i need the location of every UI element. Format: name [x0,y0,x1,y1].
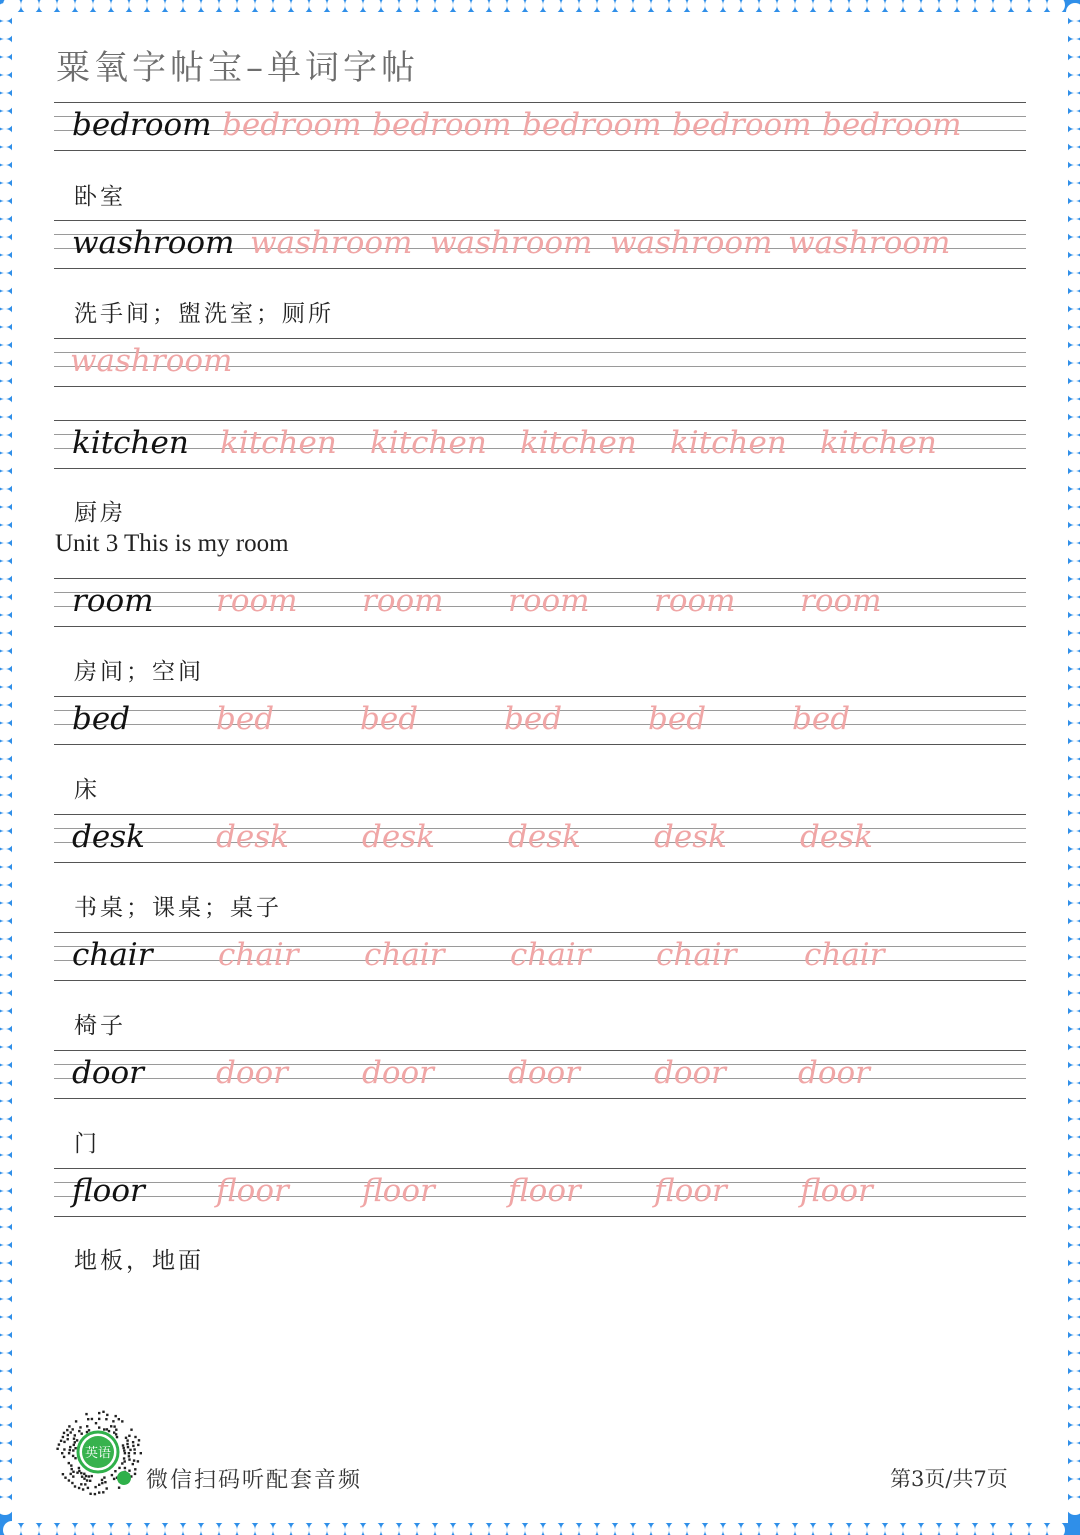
trace-word: kitchen [820,425,937,461]
meaning-bedroom: 卧室 [74,184,126,210]
guide-line [54,862,1026,863]
trace-word: floor [362,1173,435,1209]
meaning-chair: 椅子 [74,1013,126,1039]
trace-word: desk [362,819,435,855]
guide-line [54,1216,1026,1217]
trace-word: bedroom [822,107,962,143]
trace-word: room [362,583,444,619]
trace-word: washroom [430,225,593,261]
writing-row [54,814,1026,864]
guide-line [54,1098,1026,1099]
trace-word: kitchen [220,425,337,461]
guide-line [54,468,1026,469]
main-word: desk [72,819,145,855]
main-word: room [72,583,154,619]
main-word: bed [72,701,131,737]
trace-word: chair [364,937,445,973]
trace-word: bed [504,701,563,737]
writing-row [54,1168,1026,1218]
main-word: kitchen [72,425,189,461]
trace-word: desk [654,819,727,855]
trace-word: floor [216,1173,289,1209]
meaning-desk: 书桌；课桌；桌子 [74,895,282,921]
meaning-floor: 地板，地面 [74,1248,204,1274]
trace-word: chair [218,937,299,973]
meaning-door: 门 [74,1131,100,1157]
writing-row [54,696,1026,746]
trace-word: washroom [610,225,773,261]
trace-word: floor [654,1173,727,1209]
trace-word: door [654,1055,726,1091]
main-word: door [72,1055,144,1091]
trace-word: washroom [250,225,413,261]
scan-instruction: 微信扫码听配套音频 [146,1468,363,1493]
trace-word: room [800,583,882,619]
trace-word: room [216,583,298,619]
qr-code-icon[interactable] [52,1406,144,1498]
trace-word: door [362,1055,434,1091]
meaning-kitchen: 厨房 [74,500,126,526]
guide-line [54,744,1026,745]
writing-row [54,220,1026,270]
writing-row [54,338,1026,388]
trace-word: room [508,583,590,619]
writing-row [54,102,1026,152]
page-title: 粟氧字帖宝–单词字帖 [56,48,419,88]
main-word: floor [72,1173,145,1209]
trace-word: kitchen [370,425,487,461]
trace-word: washroom [70,343,233,379]
trace-word: bedroom [222,107,362,143]
trace-word: bedroom [522,107,662,143]
qr-badge-label: 英语 [84,1446,112,1461]
trace-word: bedroom [672,107,812,143]
writing-row [54,1050,1026,1100]
page-indicator: 第3页/共7页 [890,1467,1008,1491]
trace-word: room [654,583,736,619]
meaning-room: 房间；空间 [74,659,204,685]
guide-line [54,980,1026,981]
trace-word: desk [508,819,581,855]
trace-word: bed [360,701,419,737]
main-word: chair [72,937,153,973]
trace-word: chair [510,937,591,973]
trace-word: kitchen [520,425,637,461]
guide-line [54,626,1026,627]
trace-word: door [798,1055,870,1091]
guide-line [54,150,1026,151]
trace-word: bed [648,701,707,737]
trace-word: washroom [788,225,951,261]
trace-word: door [216,1055,288,1091]
writing-row [54,420,1026,470]
writing-row [54,578,1026,628]
trace-word: kitchen [670,425,787,461]
trace-word: chair [804,937,885,973]
guide-line [54,268,1026,269]
guide-line [54,386,1026,387]
trace-word: bed [792,701,851,737]
trace-word: bedroom [372,107,512,143]
trace-word: bed [216,701,275,737]
main-word: washroom [72,225,235,261]
trace-word: floor [508,1173,581,1209]
trace-word: floor [800,1173,873,1209]
meaning-bed: 床 [74,777,100,803]
main-word: bedroom [72,107,212,143]
writing-row [54,932,1026,982]
trace-word: door [508,1055,580,1091]
unit-heading: Unit 3 This is my room [55,530,289,557]
trace-word: chair [656,937,737,973]
trace-word: desk [800,819,873,855]
meaning-washroom: 洗手间；盥洗室；厕所 [74,301,334,327]
trace-word: desk [216,819,289,855]
